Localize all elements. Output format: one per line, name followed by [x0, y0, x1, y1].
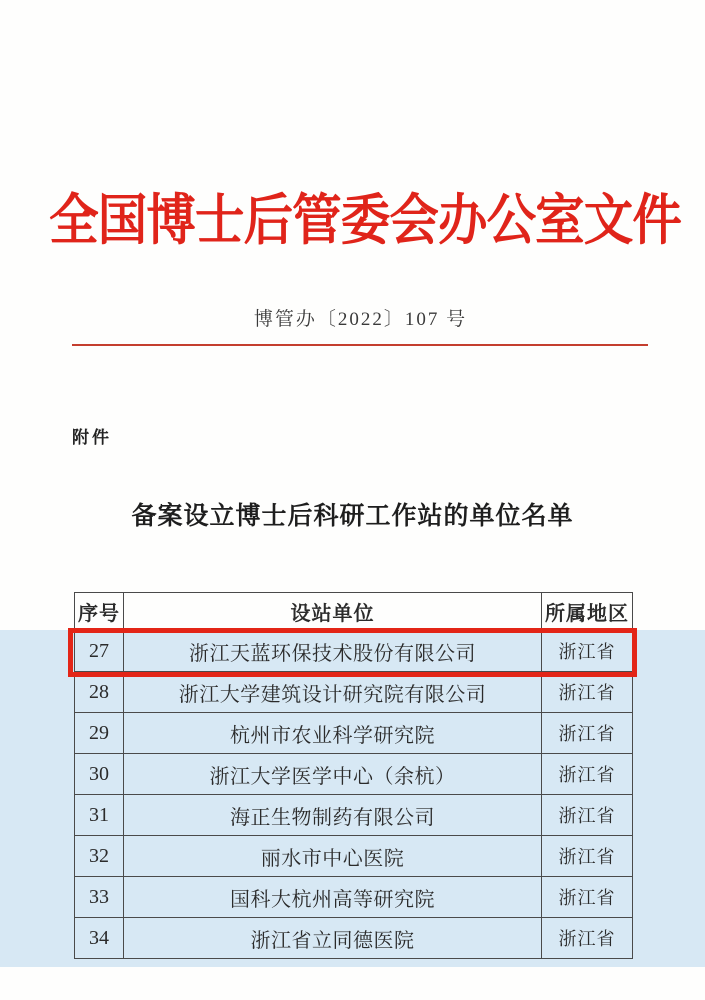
table-row	[75, 672, 633, 713]
table-row	[75, 836, 633, 877]
row-seq: 28	[75, 672, 124, 713]
table-row	[75, 795, 633, 836]
row-seq: 32	[75, 836, 124, 877]
attachment-label: 附件	[72, 428, 112, 447]
row-unit: 浙江天蓝环保技术股份有限公司	[124, 631, 542, 672]
row-seq: 29	[75, 713, 124, 754]
column-header-unit: 设站单位	[124, 593, 542, 631]
row-seq: 31	[75, 795, 124, 836]
row-unit: 浙江大学建筑设计研究院有限公司	[124, 672, 542, 713]
red-divider-line	[72, 344, 648, 346]
row-unit: 浙江省立同德医院	[124, 918, 542, 959]
row-seq: 33	[75, 877, 124, 918]
table-row	[75, 713, 633, 754]
table-row	[75, 631, 633, 672]
list-title: 备案设立博士后科研工作站的单位名单	[131, 503, 574, 530]
document-number: 博管办〔2022〕107 号	[253, 309, 468, 330]
column-header-region: 所属地区	[542, 593, 633, 631]
row-unit: 海正生物制药有限公司	[124, 795, 542, 836]
row-region: 浙江省	[542, 877, 633, 918]
row-seq: 27	[75, 631, 124, 672]
row-region: 浙江省	[542, 631, 633, 672]
row-region: 浙江省	[542, 795, 633, 836]
row-unit: 杭州市农业科学研究院	[124, 713, 542, 754]
table-row	[75, 754, 633, 795]
row-region: 浙江省	[542, 918, 633, 959]
row-region: 浙江省	[542, 754, 633, 795]
row-region: 浙江省	[542, 672, 633, 713]
table-header-row	[75, 593, 633, 631]
row-seq: 34	[75, 918, 124, 959]
row-unit: 丽水市中心医院	[124, 836, 542, 877]
table-row	[75, 918, 633, 959]
row-region: 浙江省	[542, 713, 633, 754]
row-region: 浙江省	[542, 836, 633, 877]
table-row	[75, 877, 633, 918]
row-unit: 浙江大学医学中心（余杭）	[124, 754, 542, 795]
row-unit: 国科大杭州高等研究院	[124, 877, 542, 918]
document-title: 全国博士后管委会办公室文件	[49, 190, 682, 251]
row-seq: 30	[75, 754, 124, 795]
units-table	[74, 592, 633, 959]
column-header-seq: 序号	[75, 593, 124, 631]
